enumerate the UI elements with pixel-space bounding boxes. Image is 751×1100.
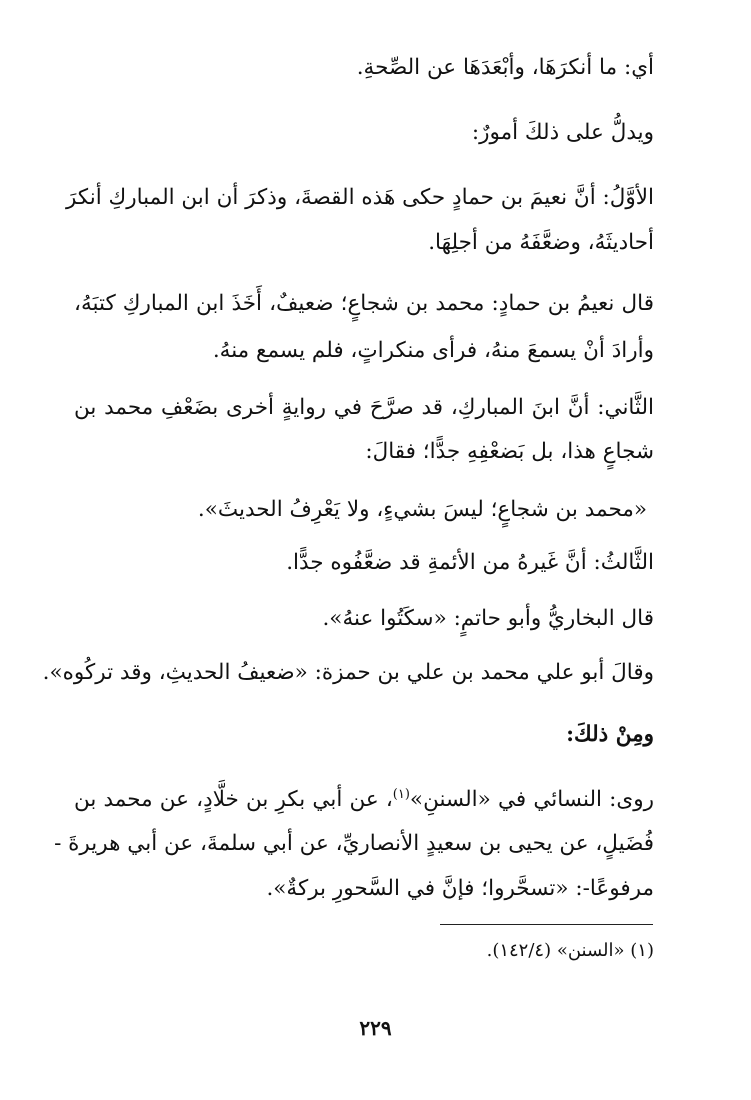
footnote: (١) «السنن» (١٤٢/٤). — [486, 940, 654, 961]
quote-line: «محمد بن شجاعٍ؛ ليسَ بشيءٍ، ولا يَعْرِفُ الحديثَ». — [197, 497, 647, 522]
text-line: الثَّالثُ: أنَّ غَيرهُ من الأئمةِ قد ضعَّفُوه جدًّا. — [286, 550, 654, 575]
text-line: الأوَّلُ: أنَّ نعيمَ بن حمادٍ حكى هَذه القصةَ، وذكرَ أن ابن المباركِ أنكرَ — [65, 185, 654, 210]
section-heading: ومِنْ ذلكَ: — [566, 722, 654, 747]
page-number: ٢٢٩ — [359, 1016, 392, 1040]
text-segment: روى: النسائي في «السننِ» — [409, 787, 654, 812]
text-line: أي: ما أنكرَهَا، وأبْعَدَهَا عن الصِّحةِ. — [356, 55, 654, 80]
text-line: قال البخاريُّ وأبو حاتمٍ: «سكَتُوا عنهُ». — [322, 606, 654, 631]
text-line: فُضَيلٍ، عن يحيى بن سعيدٍ الأنصاريِّ، عن أبي سلمةَ، عن أبي هريرةَ - — [54, 831, 654, 856]
text-line — [74, 785, 654, 815]
text-line: وأرادَ أنْ يسمعَ منهُ، فرأى منكراتٍ، فلم يسمع منهُ. — [212, 338, 654, 363]
text-line: ويدلُّ على ذلكَ أمورٌ: — [471, 120, 654, 145]
text-line: الثَّاني: أنَّ ابنَ المباركِ، قد صرَّحَ في روايةٍ أخرى بضَعْفِ محمد بن — [74, 395, 654, 420]
text-line: أحاديثَهُ، وضعَّفَهُ من أجلِهَا. — [428, 230, 654, 255]
text-segment: ، عن أبي بكرِ بن خلَّادٍ، عن محمد بن — [74, 787, 393, 812]
text-line: قال نعيمُ بن حمادٍ: محمد بن شجاعٍ؛ ضعيفٌ، أَخَذَ ابن المباركِ كتبَهُ، — [74, 291, 654, 316]
text-line: مرفوعًا-: «تسحَّروا؛ فإنَّ في السَّحورِ بركةٌ». — [266, 876, 654, 901]
text-line: وقالَ أبو علي محمد بن علي بن حمزة: «ضعيفُ الحديثِ، وقد تركُوه». — [42, 660, 654, 685]
footnote-divider — [440, 924, 653, 925]
footnote-reference[interactable]: (١) — [392, 786, 410, 802]
text-line: شجاعٍ هذا، بل بَضعْفِهِ جدًّا؛ فقالَ: — [365, 439, 654, 464]
